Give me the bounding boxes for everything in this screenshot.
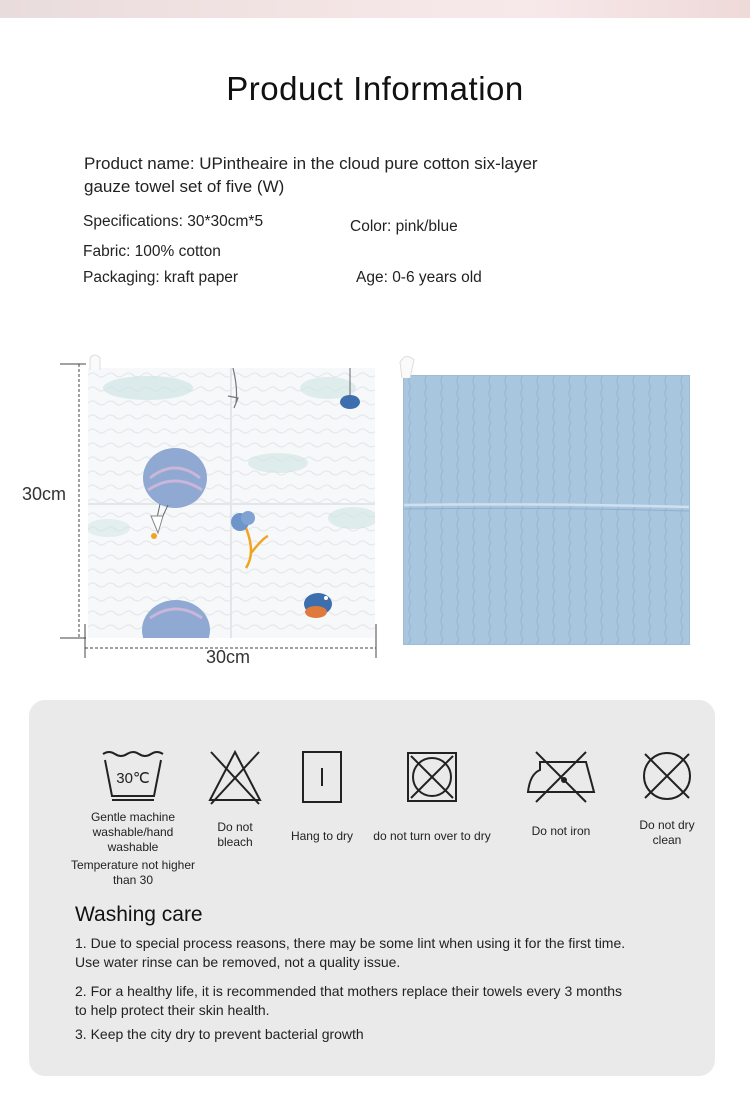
washing-care-note-1: 1. Due to special process reasons, there may be some lint when using it for the first time. Use water rinse can be removed, not a quality issue. [75,935,626,970]
height-dimension-label: 30cm [22,484,67,504]
washing-care-note-3: 3. Keep the city dry to prevent bacterial growth [75,1026,364,1042]
no-tumble-dry-icon [405,750,459,804]
product-packaging: Packaging: kraft paper [83,269,239,286]
care-item-wash [66,750,200,888]
care-sublabel-wash: Temperature not higher than 30 [70,858,196,887]
care-item-iron [516,748,606,839]
hang-dry-icon [301,750,343,804]
product-age: Age: 0-6 years old [356,269,482,286]
washing-care-note-2: 2. For a healthy life, it is recommended that mothers replace their towels every 3 months to help protect their skin health. [75,983,623,1018]
product-color: Color: pink/blue [350,218,458,235]
care-label-wash: Gentle machine washable/hand washable [90,810,176,854]
washing-care-heading: Washing care [75,903,203,926]
no-dry-clean-icon [639,746,695,806]
care-item-dry-clean [632,746,702,848]
care-label-hang: Hang to dry [290,829,354,843]
product-name: Product name: UPintheaire in the cloud pure cotton six-layer gauze towel set of five (W) [84,154,538,196]
towel-hang-loop-1 [85,352,105,372]
printed-towel-illustration [88,368,375,638]
no-bleach-icon [207,748,263,806]
care-label-iron: Do not iron [531,824,591,838]
printed-towel-image [88,368,375,638]
wash-30-icon [100,750,166,804]
care-label-tumble: do not turn over to dry [373,829,491,843]
care-item-tumble [368,750,496,844]
wash-temperature-badge: 30℃ [116,770,150,787]
care-item-bleach [205,748,265,850]
page-title: Product Information [226,70,524,107]
product-specifications: Specifications: 30*30cm*5 [83,213,264,230]
blue-towel-illustration [403,375,690,645]
care-label-dry-clean: Do not dry clean [639,818,695,847]
width-dimension-label: 30cm [206,647,251,667]
care-item-hang [282,750,362,844]
product-fabric: Fabric: 100% cotton [83,243,221,260]
blue-towel-image [403,375,690,645]
towel-hang-loop-2 [396,352,420,380]
care-label-bleach: Do not bleach [217,820,253,849]
no-iron-icon [524,748,598,804]
